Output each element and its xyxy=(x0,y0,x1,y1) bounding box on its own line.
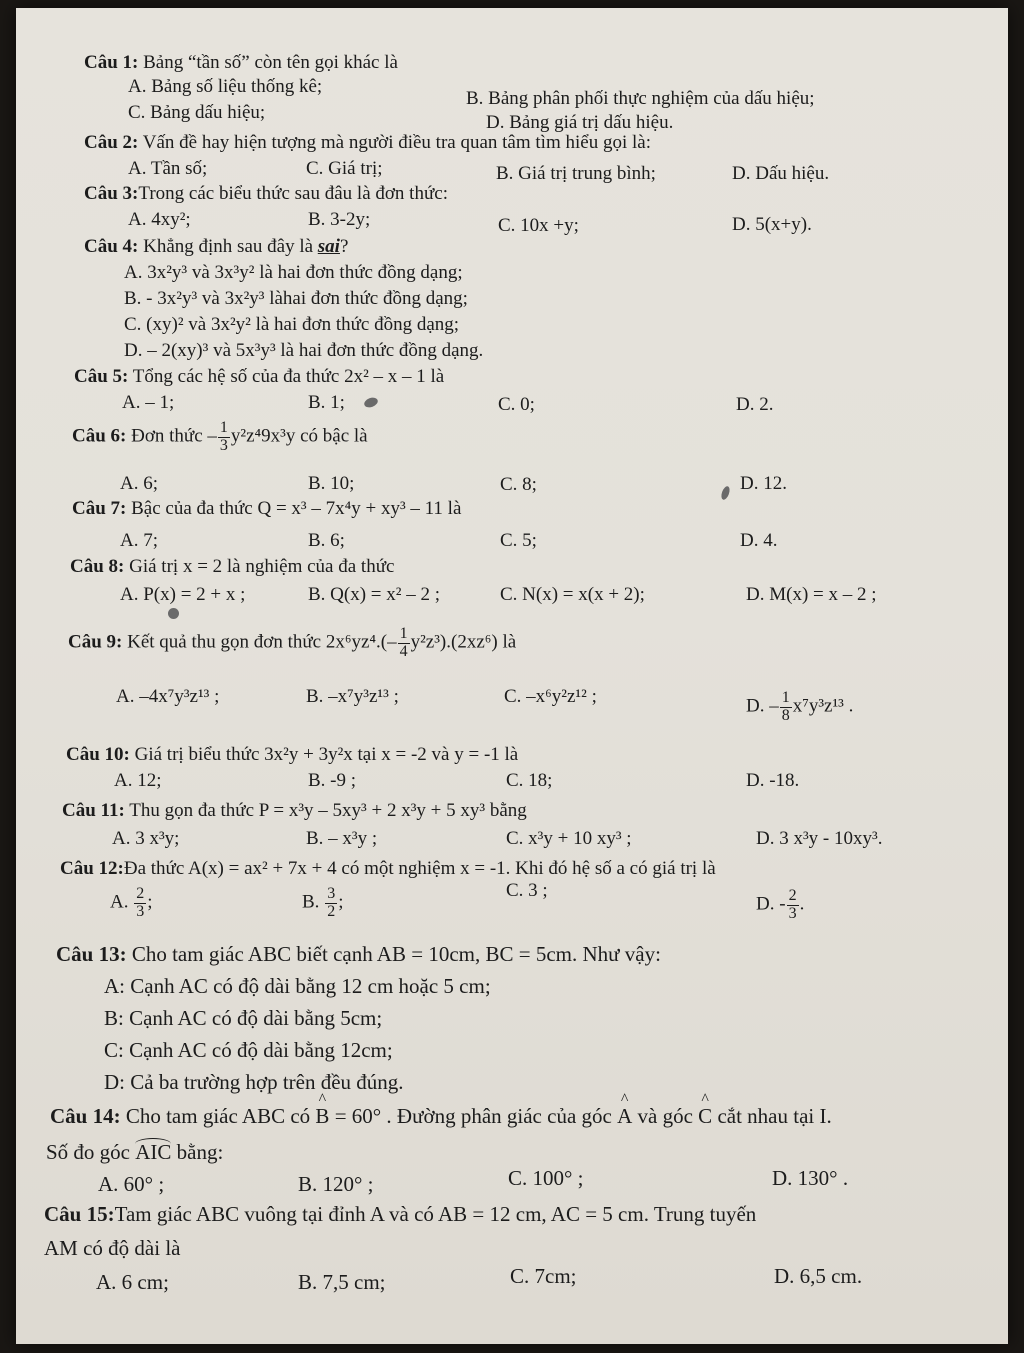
question-text: Bảng “tần số” còn tên gọi khác là xyxy=(138,52,398,73)
angle-aic: AIC xyxy=(135,1140,172,1164)
question-text: y²z³).(2xz⁶) là xyxy=(410,631,517,653)
q5-option-d: D. 2. xyxy=(736,394,774,415)
fraction xyxy=(787,888,799,923)
question-label: Câu 5: xyxy=(74,366,129,387)
angle-a: ^ A xyxy=(617,1104,632,1129)
question-text: Số đo góc xyxy=(46,1140,136,1164)
question-text: Thu gọn đa thức P = x³y – 5xy³ + 2 x³y + 5 xy³ bằng xyxy=(124,800,527,821)
question-text: Khẳng định sau đây là xyxy=(138,236,318,257)
fraction xyxy=(780,690,792,725)
fraction xyxy=(398,626,410,661)
q5-option-b: B. 1; xyxy=(308,392,345,413)
question-label: Câu 11: xyxy=(62,800,125,821)
q10-option-a: A. 12; xyxy=(114,770,162,791)
fraction-denominator: 8 xyxy=(781,706,790,724)
q10-option-b: B. -9 ; xyxy=(308,770,357,791)
option-text: ; xyxy=(147,891,153,913)
q7-option-a: A. 7; xyxy=(120,530,158,551)
fraction-denominator: 4 xyxy=(399,642,408,660)
angle-c: ^ C xyxy=(698,1104,712,1129)
q3-option-c: C. 10x +y; xyxy=(498,215,579,236)
question-text: Tam giác ABC vuông tại đỉnh A và có AB = 12 cm, AC = 5 cm. Trung tuyến xyxy=(114,1202,757,1226)
question-label: Câu 13: xyxy=(56,942,127,966)
question-text: Tổng các hệ số của đa thức 2x² – x – 1 là xyxy=(128,366,445,387)
question-text: = 60° . Đường phân giác của góc xyxy=(329,1104,618,1128)
q7-option-c: C. 5; xyxy=(500,530,537,551)
q15-option-d: D. 6,5 cm. xyxy=(774,1264,863,1288)
q13-option-c: C: Cạnh AC có độ dài bằng 12cm; xyxy=(104,1038,393,1062)
question-text: Đa thức A(x) = ax² + 7x + 4 có một nghiệm x = -1. Khi đó hệ số a có giá trị là xyxy=(123,858,716,879)
fraction-denominator: 2 xyxy=(327,902,336,920)
question-12 xyxy=(60,858,716,880)
q9-option-d xyxy=(746,690,853,725)
question-6 xyxy=(72,420,368,455)
q15-option-b: B. 7,5 cm; xyxy=(298,1270,386,1294)
question-label: Câu 2: xyxy=(84,132,139,153)
question-8 xyxy=(70,556,394,578)
question-9 xyxy=(68,626,516,661)
emphasis-word: sai xyxy=(317,236,340,257)
question-1 xyxy=(84,52,398,74)
question-13 xyxy=(56,942,661,967)
question-15 xyxy=(44,1202,756,1227)
q8-option-d: D. M(x) = x – 2 ; xyxy=(746,584,877,605)
q5-option-c: C. 0; xyxy=(498,394,535,415)
question-end: ? xyxy=(339,236,349,257)
q13-option-d: D: Cả ba trường hợp trên đều đúng. xyxy=(104,1070,404,1094)
option-text: A. xyxy=(110,891,129,913)
pencil-mark xyxy=(168,608,179,619)
fraction-numerator: 2 xyxy=(136,885,145,902)
q4-option-c: C. (xy)² và 3x²y² là hai đơn thức đồng dạng; xyxy=(124,314,460,335)
fraction-numerator: 1 xyxy=(399,625,408,642)
question-label: Câu 12: xyxy=(60,858,124,879)
question-label: Câu 4: xyxy=(84,236,139,257)
q11-option-a: A. 3 x³y; xyxy=(112,828,180,849)
q1-option-c: C. Bảng dấu hiệu; xyxy=(128,102,266,123)
q8-option-c: C. N(x) = x(x + 2); xyxy=(500,584,645,605)
fraction-denominator: 3 xyxy=(136,902,145,920)
q7-option-b: B. 6; xyxy=(308,530,345,551)
q9-option-a: A. –4x⁷y³z¹³ ; xyxy=(116,686,220,707)
question-text: Giá trị biểu thức 3x²y + 3y²x tại x = -2 và y = -1 là xyxy=(129,744,519,765)
question-10 xyxy=(66,744,518,766)
question-label: Câu 15: xyxy=(44,1202,115,1226)
angle-b: ^ B xyxy=(315,1104,329,1129)
q12-option-a xyxy=(110,886,153,921)
question-14-line2 xyxy=(46,1138,223,1165)
q4-option-a: A. 3x²y³ và 3x³y² là hai đơn thức đồng dạng; xyxy=(124,262,463,283)
q6-option-d: D. 12. xyxy=(740,473,787,494)
question-5 xyxy=(74,366,444,388)
q6-option-b: B. 10; xyxy=(308,473,355,494)
option-text: x⁷y³z¹³ . xyxy=(792,695,854,717)
question-text: Cho tam giác ABC biết cạnh AB = 10cm, BC = 5cm. Như vậy: xyxy=(126,942,661,966)
option-text: ; xyxy=(338,891,344,913)
q1-option-b: B. Bảng phân phối thực nghiệm của dấu hiệu; xyxy=(466,88,815,109)
fraction-denominator: 3 xyxy=(219,436,228,454)
q2-option-c: C. Giá trị; xyxy=(306,158,383,179)
q8-option-b: B. Q(x) = x² – 2 ; xyxy=(308,584,440,605)
option-text: B. xyxy=(302,891,320,913)
question-text: cắt nhau tại I. xyxy=(712,1104,832,1128)
question-text: Kết quả thu gọn đơn thức 2x⁶yz⁴.(– xyxy=(122,631,397,653)
q5-option-a: A. – 1; xyxy=(122,392,175,413)
q15-option-a: A. 6 cm; xyxy=(96,1270,169,1294)
question-label: Câu 9: xyxy=(68,631,123,653)
q11-option-d: D. 3 x³y - 10xy³. xyxy=(756,828,883,849)
q3-option-d: D. 5(x+y). xyxy=(732,214,812,235)
q4-option-d: D. – 2(xy)³ và 5x³y³ là hai đơn thức đồng dạng. xyxy=(124,340,484,361)
question-label: Câu 6: xyxy=(72,425,127,447)
fraction xyxy=(134,886,146,921)
q13-option-b: B: Cạnh AC có độ dài bằng 5cm; xyxy=(104,1006,383,1030)
fraction xyxy=(325,886,337,921)
question-4 xyxy=(84,236,348,258)
q6-option-a: A. 6; xyxy=(120,473,158,494)
q14-option-d: D. 130° . xyxy=(772,1166,849,1190)
question-label: Câu 10: xyxy=(66,744,130,765)
option-text: D. – xyxy=(746,695,779,717)
q14-option-b: B. 120° ; xyxy=(298,1172,374,1196)
option-text: . xyxy=(799,893,805,915)
question-11 xyxy=(62,800,527,822)
question-14 xyxy=(50,1104,832,1129)
question-label: Câu 3: xyxy=(84,183,139,204)
question-label: Câu 14: xyxy=(50,1104,121,1128)
question-text: Bậc của đa thức Q = x³ – 7x⁴y + xy³ – 11 là xyxy=(126,498,462,519)
q15-option-c: C. 7cm; xyxy=(510,1264,577,1288)
question-15-line2: AM có độ dài là xyxy=(44,1236,181,1260)
q2-option-d: D. Dấu hiệu. xyxy=(732,163,830,184)
q12-option-d xyxy=(756,888,804,923)
q10-option-d: D. -18. xyxy=(746,770,800,791)
fraction-numerator: 2 xyxy=(788,887,797,904)
question-text: Vấn đề hay hiện tượng mà người điều tra quan tâm tìm hiểu gọi là: xyxy=(138,132,651,153)
q14-option-a: A. 60° ; xyxy=(98,1172,165,1196)
fraction-numerator: 1 xyxy=(219,419,228,436)
q2-option-a: A. Tần số; xyxy=(128,158,208,179)
q9-option-b: B. –x⁷y³z¹³ ; xyxy=(306,686,399,707)
fraction-numerator: 1 xyxy=(781,689,790,706)
q3-option-b: B. 3-2y; xyxy=(308,209,371,230)
q6-option-c: C. 8; xyxy=(500,474,537,495)
q13-option-a: A: Cạnh AC có độ dài bằng 12 cm hoặc 5 cm; xyxy=(104,974,491,998)
q3-option-a: A. 4xy²; xyxy=(128,209,191,230)
fraction-denominator: 3 xyxy=(788,904,797,922)
question-label: Câu 8: xyxy=(70,556,125,577)
exam-paper xyxy=(16,8,1008,1344)
question-text: và góc xyxy=(632,1104,699,1128)
question-2 xyxy=(84,132,651,154)
question-label: Câu 7: xyxy=(72,498,127,519)
question-text: y²z⁴9x³y có bậc là xyxy=(230,425,368,447)
question-text: bằng: xyxy=(171,1140,224,1164)
q12-option-b xyxy=(302,886,343,921)
q1-option-d: D. Bảng giá trị dấu hiệu. xyxy=(486,112,674,133)
q4-option-b: B. - 3x²y³ và 3x²y³ làhai đơn thức đồng dạng; xyxy=(124,288,468,309)
option-text: D. - xyxy=(756,893,786,915)
question-text: Cho tam giác ABC có xyxy=(120,1104,316,1128)
question-7 xyxy=(72,498,461,520)
q11-option-b: B. – x³y ; xyxy=(306,828,378,849)
question-text: Trong các biểu thức sau đâu là đơn thức: xyxy=(138,183,448,204)
q7-option-d: D. 4. xyxy=(740,530,778,551)
fraction-numerator: 3 xyxy=(327,885,336,902)
pencil-mark xyxy=(363,396,379,409)
q8-option-a: A. P(x) = 2 + x ; xyxy=(120,584,246,605)
question-text: Đơn thức – xyxy=(126,425,217,447)
question-label: Câu 1: xyxy=(84,52,139,73)
q12-option-c: C. 3 ; xyxy=(506,880,548,901)
question-3 xyxy=(84,183,448,205)
q1-option-a: A. Bảng số liệu thống kê; xyxy=(128,76,323,97)
question-text: Giá trị x = 2 là nghiệm của đa thức xyxy=(124,556,395,577)
q11-option-c: C. x³y + 10 xy³ ; xyxy=(506,828,632,849)
q9-option-c: C. –x⁶y²z¹² ; xyxy=(504,686,597,707)
q10-option-c: C. 18; xyxy=(506,770,553,791)
q2-option-b: B. Giá trị trung bình; xyxy=(496,163,656,184)
pencil-mark xyxy=(720,485,731,501)
q14-option-c: C. 100° ; xyxy=(508,1166,584,1190)
fraction xyxy=(218,420,230,455)
